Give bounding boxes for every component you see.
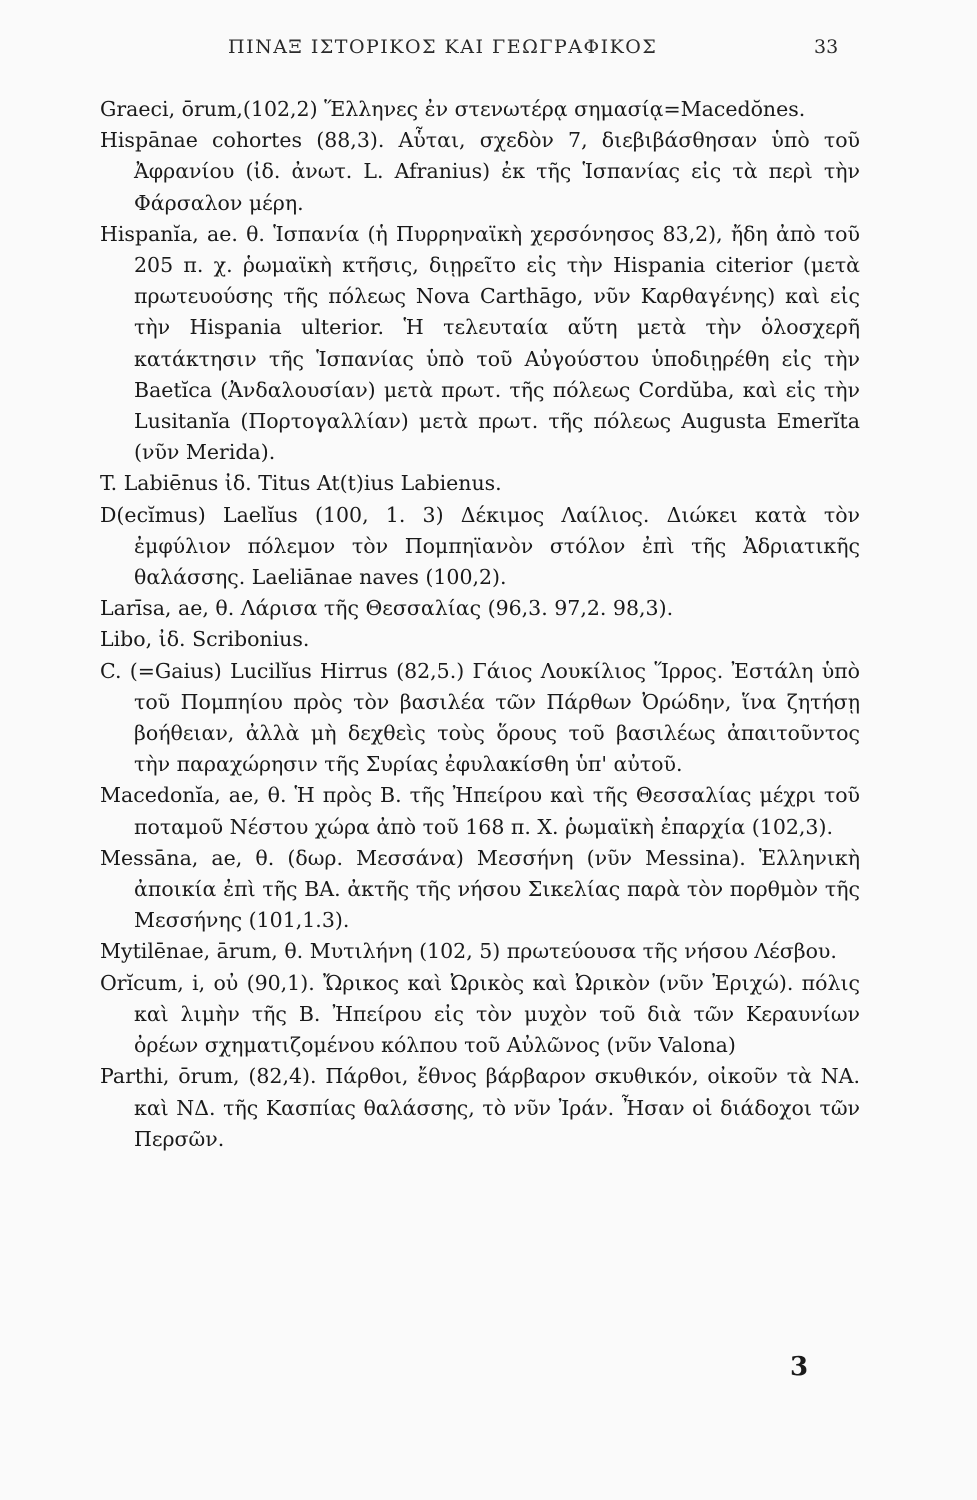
index-entry-lucilius-hirrus: C. (=Gaius) Lucilĭus Hirrus (82,5.) Γάιος Λουκίλιος Ἵρρος. Ἐστάλη ὑπὸ τοῦ Πομπηίου πρὸς τὸν βασιλέα τῶν Πάρθων Ὀρώδην, ἵνα ζητήσῃ βοήθειαν, ἀλλὰ μὴ δεχθεὶς τοὺς ὅρους τοῦ βασιλέως ἀπαιτοῦντος τὴν παραχώρησιν τῆς Συρίας ἐφυλακίσθη ὑπ' αὐτοῦ. — [100, 658, 860, 777]
index-entry-macedonia: Macedonĭa, ae, θ. Ἡ πρὸς Β. τῆς Ἠπείρου καὶ τῆς Θεσσαλίας μέχρι τοῦ ποταμοῦ Νέστου χώρα ἀπὸ τοῦ 168 π. Χ. ῥωμαϊκὴ ἐπαρχία (102,3). — [100, 783, 860, 839]
index-entry-mytilenae: Mytilēnae, ārum, θ. Μυτιλήνη (102, 5) πρωτεύουσα τῆς νήσου Λέσβου. — [100, 939, 837, 964]
index-entry-larisa: Larīsa, ae, θ. Λάρισα τῆς Θεσσαλίας (96,3. 97,2. 98,3). — [100, 596, 674, 621]
index-entry-hispania: Hispanĭa, ae. θ. Ἱσπανία (ἡ Πυρρηναϊκὴ χερσόνησος 83,2), ἤδη ἀπὸ τοῦ 205 π. χ. ῥωμαϊκὴ κτῆσις, διῃρεῖτο εἰς τὴν Hispania citerior (μετὰ πρωτευούσης τῆς πόλεως Nova Carthāgo, νῦν Καρθαγένης) καὶ εἰς τὴν Hispania ulterior. Ἡ τελευταία αὕτη μετὰ τὴν ὁλοσχερῆ κατάκτησιν τῆς Ἱσπανίας ὑπὸ τοῦ Αὐγούστου ὑποδιῃρέθη εἰς τὴν Baetĭca (Ἀνδαλουσίαν) μετὰ πρωτ. τῆς πόλεως Cordŭba, καὶ εἰς τὴν Lusitanĭa (Πορτογαλλίαν) μετὰ πρωτ. τῆς πόλεως Augusta Emerĭta (νῦν Merida). — [100, 221, 860, 465]
index-entry-libo: Libo, ἰδ. Scribonius. — [100, 627, 310, 652]
index-entry-messana: Messāna, ae, θ. (δωρ. Μεσσάνα) Μεσσήνη (νῦν Messina). Ἑλληνικὴ ἀποικία ἐπὶ τῆς ΒΑ. ἀκτῆς τῆς νήσου Σικελίας παρὰ τὸν πορθμὸν τῆς Μεσσήνης (101,1.3). — [100, 845, 860, 933]
index-entry-graeci: Graeci, ōrum,(102,2) Ἕλληνες ἐν στενωτέρᾳ σημασίᾳ=Macedŏnes. — [100, 97, 806, 121]
index-entry-laelius: D(ecĭmus) Laelĭus (100, 1. 3) Δέκιμος Λαίλιος. Διώκει κατὰ τὸν ἐμφύλιον πόλεμον τὸν Πομπηϊανὸν στόλον ἐπὶ τῆς Ἀδριατικῆς θαλάσσης. Laeliānae naves (100,2). — [100, 502, 860, 590]
running-head — [0, 36, 977, 60]
page-number: 33 — [814, 36, 839, 58]
printer-signature-mark: 3 — [790, 1352, 809, 1382]
index-entry-oricum: Orĭcum, i, οὐ (90,1). Ὤρικος καὶ Ὠρικὸς καὶ Ὠρικὸν (νῦν Ἐριχώ). πόλις καὶ λιμὴν τῆς Β. Ἠπείρου εἰς τὸν μυχὸν τοῦ διὰ τῶν Κεραυνίων ὀρέων σχηματιζομένου κόλπου τοῦ Αὐλῶνος (νῦν Valona) — [100, 970, 860, 1058]
index-entry-hispanae-cohortes: Hispānae cohortes (88,3). Αὗται, σχεδὸν 7, διεβιβάσθησαν ὑπὸ τοῦ Ἀφρανίου (ἰδ. ἀνωτ. L. Afranius) ἐκ τῆς Ἱσπανίας εἰς τὰ περὶ τὴν Φάρσαλον μέρη. — [100, 128, 860, 215]
index-entry-parthi: Parthi, ōrum, (82,4). Πάρθοι, ἔθνος βάρβαρον σκυθικόν, οἰκοῦν τὰ ΝΑ. καὶ ΝΔ. τῆς Κασπίας θαλάσσης, τὸ νῦν Ἰράν. Ἦσαν οἱ διάδοχοι τῶν Περσῶν. — [100, 1064, 860, 1151]
index-entries — [100, 94, 860, 1155]
index-entry-labienus: T. Labiēnus ἰδ. Titus At(t)ius Labienus. — [100, 471, 502, 496]
running-title: ΠΙΝΑΞ ΙΣΤΟΡΙΚΟΣ ΚΑΙ ΓΕΩΓΡΑΦΙΚΟΣ — [228, 36, 658, 58]
